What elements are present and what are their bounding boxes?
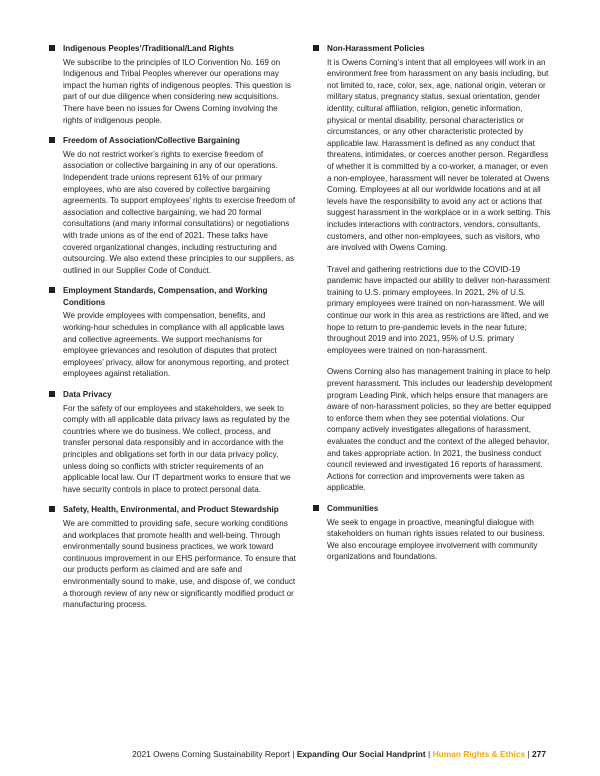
- body-paragraph: We do not restrict worker’s rights to exercise freedom of association or collective bargaining in any of our operations. Independent trade unions represent 61% of our primary employees, who are also covered by collective bargaining agreements. To support employees’ rights to exercise freedom of association and collective bargaining, we had 20 formal consultations (and many informal consultations) or negotiations with trade unions as of the end of 2021. These talks have covered organizational changes, including restructuring and outsourcing. We also extend these principles to our suppliers, as outlined in our Supplier Code of Conduct.: [63, 149, 296, 275]
- section-communities: [313, 503, 553, 563]
- square-bullet-icon: [313, 505, 319, 511]
- heading-text: Communities: [327, 503, 379, 513]
- section-heading: [49, 389, 297, 401]
- square-bullet-icon: [49, 391, 55, 397]
- square-bullet-icon: [49, 287, 55, 293]
- right-column: [313, 43, 553, 572]
- square-bullet-icon: [49, 45, 55, 51]
- section-heading: [49, 504, 297, 516]
- body-paragraph: We provide employees with compensation, benefits, and working-hour schedules in compliance with all applicable laws and collective agreements. We support mechanisms for employee grievances and resolution of disputes that protect employees’ privacy, allow for anonymous reporting, and protect employees against retaliation.: [63, 311, 289, 379]
- section-heading: [49, 135, 297, 147]
- heading-text: Freedom of Association/Collective Bargaining: [63, 136, 240, 146]
- footer-report-title: 2021 Owens Corning Sustainability Report |: [132, 749, 295, 759]
- section-employment-standards: [49, 285, 297, 380]
- section-ehs-stewardship: [49, 504, 297, 610]
- footer-separator: |: [527, 749, 530, 759]
- page-footer: [132, 749, 546, 759]
- footer-subsection-link[interactable]: Human Rights & Ethics: [432, 749, 526, 759]
- left-column: [49, 43, 297, 620]
- heading-text: Safety, Health, Environmental, and Product Stewardship: [63, 505, 279, 515]
- square-bullet-icon: [49, 137, 55, 143]
- section-data-privacy: [49, 389, 297, 495]
- section-indigenous-rights: [49, 43, 297, 126]
- section-heading: [49, 43, 297, 55]
- heading-text: Data Privacy: [63, 390, 112, 400]
- heading-text: Non-Harassment Policies: [327, 44, 425, 53]
- section-heading: [313, 503, 553, 515]
- square-bullet-icon: [313, 45, 319, 51]
- body-paragraph: It is Owens Corning’s intent that all employees will work in an environment free from harassment on any basis including, but not limited to, race, color, sex, age, national origin, veteran or military status, pregnancy status, sexual orientation, gender identity, cultural affiliation, religion, genetic information, physical or mental disability, personal characteristics or circumstances, or any other characteristic protected by applicable law. Harassment is defined as any conduct that threatens, intimidates, or coerces another person. Regardless of whether it is committed by a co-worker, a manager, or even a non-employee, harassment will never be tolerated at Owens Corning. Employees at all our worldwide locations and at all levels have the responsibility to avoid any act or actions that suggest harassment in the workplace or in a work setting. This includes interactions with contractors, vendors, consultants, customers, and other non-employees, such as visitors, who are involved with Owens Corning.: [327, 57, 551, 253]
- body-paragraph: Owens Corning also has management training in place to help prevent harassment. This includes our leadership development program Leading Pink, which helps ensure that managers are aware of non-harassment policies, so they are better equipped to enforce them when they see potential violations. Our company actively investigates allegations of harassment, evaluates the conduct and the context of the alleged behavior, and takes appropriate action. In 2021, the business conduct council reviewed and investigated 16 reports of harassment. Actions for correction and improvements were taken as applicable.: [327, 367, 553, 493]
- section-non-harassment: [313, 43, 553, 494]
- section-freedom-of-association: [49, 135, 297, 276]
- body-paragraph: For the safety of our employees and stakeholders, we seek to comply with all applicable data privacy laws as regulated by the countries where we do business. We collect, process, and transfer personal data responsibly and in accordance with the principles and obligations set forth in our data privacy policy, unless doing so conflicts with stricter requirements of an applicable local law. Our IT department works to ensure that we have security controls in place to protect personal data.: [63, 403, 291, 494]
- footer-section-link[interactable]: Expanding Our Social Handprint: [296, 749, 426, 759]
- body-paragraph: We are committed to providing safe, secure working conditions and workplaces that promote health and well-being. Through environmentally sound business practices, we work toward continuous improvement in our EHS performance. To ensure that our products perform as claimed and are safe and environmentally sound to make, use, and dispose of, we conduct a thorough review of any new or significantly modified product or manufacturing process.: [63, 518, 296, 610]
- body-paragraph: We subscribe to the principles of ILO Convention No. 169 on Indigenous and Tribal Peoples wherever our operations may impact the human rights of indigenous peoples. This question is part of our due diligence when considering new acquisitions. There have been no issues for Owens Corning involving the rights of indigenous people.: [63, 57, 291, 125]
- heading-text: Indigenous Peoples’/Traditional/Land Rights: [63, 44, 234, 53]
- body-paragraph: Travel and gathering restrictions due to the COVID-19 pandemic have impacted our ability to deliver non-harassment training to U.S. primary employees. In 2021, 2% of U.S. primary employees were trained on non-harassment. We will continue our work in this area as restrictions are lifted, and we hope to return to pre-pandemic levels in the near future; throughout 2019 and into 2021, 95% of U.S. primary employees were trained on non-harassment.: [327, 264, 550, 355]
- section-heading: [313, 43, 553, 55]
- section-heading: [49, 285, 297, 308]
- page-number: 277: [532, 749, 546, 759]
- square-bullet-icon: [49, 506, 55, 512]
- body-paragraph: We seek to engage in proactive, meaningful dialogue with stakeholders on human rights issues related to our business. We also encourage employee involvement with community organizations and foundations.: [327, 517, 545, 562]
- footer-separator: |: [428, 749, 431, 759]
- heading-text: Employment Standards, Compensation, and Working Conditions: [63, 286, 268, 307]
